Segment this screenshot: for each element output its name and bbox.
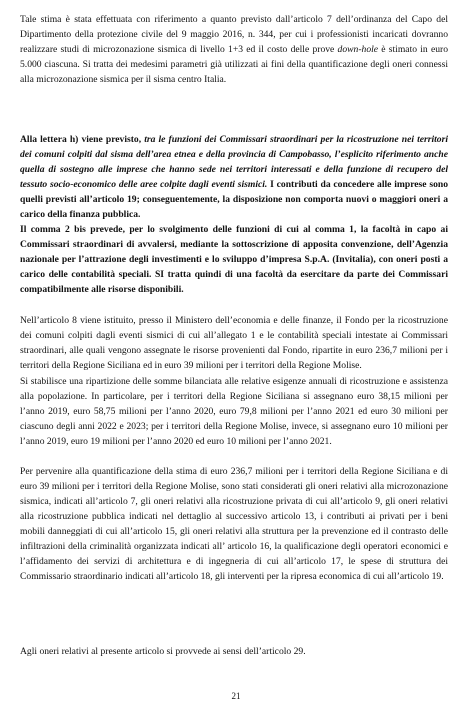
- paragraph-allocation: Si stabilisce una ripartizione delle somme bilanciata alle relative esigenze annuali di ricostruzione e assistenza alla popolazione. In particolare, per i territori della Regione Siciliana si assegnano euro 38,15 milioni per l’anno 2019, euro 58,75 milioni per l’anno 2020, euro 79,8 milioni per l’anno 2021 ed euro 30 milioni per ciascuno degli anni 2022 e 2023; per i territori della Regione Molise, invece, si assegnano euro 10 milioni per l’anno 2019, euro 19 milioni per l’anno 2020 ed euro 10 milioni per l’anno 2021.: [20, 376, 448, 447]
- italic-term: down-hole: [337, 44, 379, 55]
- text-run: Alla lettera h) viene previsto,: [20, 134, 145, 145]
- paragraph-comma-2bis: Il comma 2 bis prevede, per lo svolgimento delle funzioni di cui al comma 1, la facoltà in capo ai Commissari straordinari di avvalersi, mediante la sottoscrizione di apposita convenzione, dell’Agenzia nazionale per l’attrazione degli investimenti e lo sviluppo d’impresa S.p.A. (Invitalia), con oneri posti a carico delle contabilità speciali. SI tratta quindi di una facoltà da esercitare da parte dei Commissari compatibilmente alle risorse disponibili.: [20, 224, 448, 295]
- text-run: I contributi da concedere alle imprese sono quelli previsti all’articolo 19; conseguentemente, la disposizione non comporta nuovi o maggiori oneri a carico della finanza pubblica.: [20, 179, 448, 220]
- page-number: 21: [231, 691, 241, 701]
- text-run: è stimato in euro 5.000 ciascuna. Si tratta dei medesimi parametri già utilizzati ai fini della quantificazione degli oneri connessi alla microzonazione sismica per il sisma centro Italia.: [20, 44, 449, 85]
- paragraph-letter-h: [20, 132, 448, 222]
- paragraph-quantification: Per pervenire alla quantificazione della stima di euro 236,7 milioni per i territori della Regione Siciliana e di euro 39 milioni per i territori della Regione Molise, sono stati considerati gli oneri relativi alla microzonazione sismica, indicati all’articolo 7, gli oneri relativi alla ricostruzione privata di cui all’articolo 9, gli oneri relativi alla ricostruzione pubblica indicati nel dettaglio al successivo articolo 13, i contributi ai privati per i beni mobili danneggiati di cui all’articolo 15, gli oneri relativi alla struttura per la prevenzione ed il contrasto delle infiltrazioni della criminalità organizzata indicati all’ articolo 16, la qualificazione degli operatori economici e l’affidamento dei servizi di architettura e di ingegneria di cui all’articolo 17, le spese di struttura dei Commissario straordinario indicati all’articolo 18, gli interventi per la ripresa economica di cui all’articolo 19.: [20, 466, 448, 582]
- paragraph-charges: Agli oneri relativi al presente articolo si provvede ai sensi dell’articolo 29.: [20, 646, 306, 657]
- paragraph-microzonation-estimate: [20, 12, 448, 87]
- paragraph-article-8: Nell’articolo 8 viene istituito, presso il Ministero dell’economia e delle finanze, il Fondo per la ricostruzione dei comuni colpiti dagli eventi sismici di cui all’allegato 1 e le contabilità speciali intestate ai Commissari straordinari, alle quali vengono assegnate le risorse provenienti dal Fondo, ripartite in euro 236,7 milioni per i territori della Regione Siciliana ed in euro 39 milioni per i territori della Regione Molise.: [20, 315, 448, 371]
- italic-text-run: tra le funzioni dei Commissari straordinari per la ricostruzione nei territori dei comuni colpiti dal sisma dell’area etnea e della provincia di Campobasso, l’esplicito riferimento anche quella di sostegno alle imprese che hanno sede nei territori interessati e della funzione di recupero del tessuto socio-economico delle aree colpite dagli eventi sismici.: [20, 134, 448, 190]
- text-run: Tale stima è stata effettuata con riferimento a quanto previsto dall’articolo 7 dell’ordinanza del Capo del Dipartimento della protezione civile del 9 maggio 2016, n. 344, per cui i professionisti incaricati dovranno realizzare studi di microzonazione sismica di livello 1+3 ed il costo delle prove: [20, 14, 448, 55]
